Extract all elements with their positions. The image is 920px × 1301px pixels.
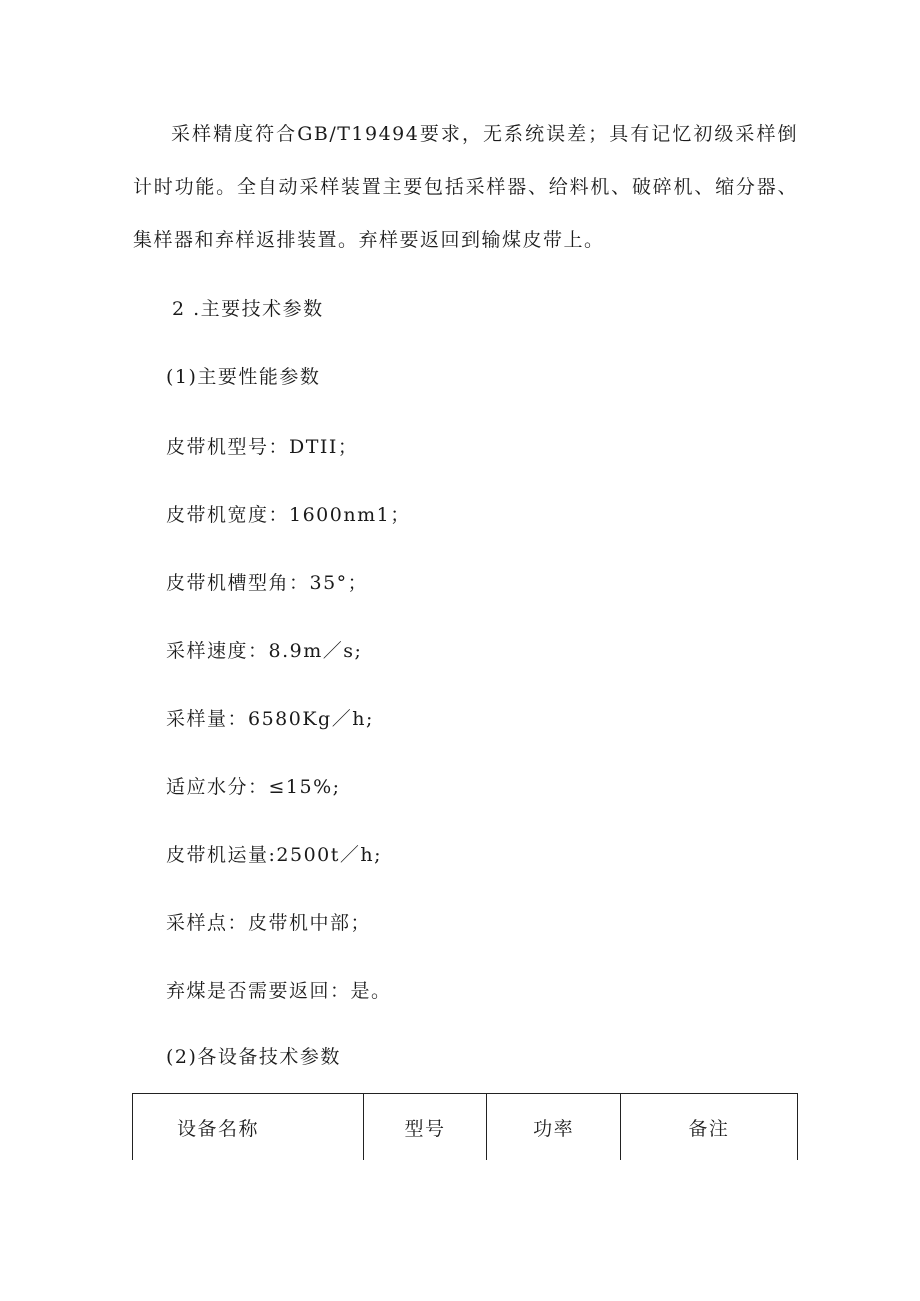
section-heading: 2 .主要技术参数	[172, 298, 324, 320]
column-header-model: 型号	[363, 1094, 487, 1161]
subsection-heading-equipment: (2)各设备技术参数	[166, 1046, 341, 1068]
parameter-sampling-speed: 采样速度：8.9m／s;	[166, 640, 363, 662]
parameter-belt-model: 皮带机型号：DTII；	[166, 436, 359, 458]
table-header-row	[133, 1094, 798, 1161]
column-header-equipment-name: 设备名称	[133, 1094, 364, 1161]
column-header-remarks: 备注	[620, 1094, 797, 1161]
parameter-moisture: 适应水分：≤15%;	[166, 776, 341, 798]
parameter-trough-angle: 皮带机槽型角：35°；	[166, 572, 369, 594]
intro-paragraph: 采样精度符合GB/T19494要求，无系统误差；具有记忆初级采样倒计时功能。全自动采样装置主要包括采样器、给料机、破碎机、缩分器、集样器和弃样返排装置。弃样要返回到输煤皮带上。	[133, 123, 798, 251]
subsection-heading-performance: (1)主要性能参数	[166, 366, 321, 388]
parameter-sampling-point: 采样点：皮带机中部；	[166, 912, 372, 934]
parameter-belt-width: 皮带机宽度：1600nm1；	[166, 504, 411, 526]
column-header-power: 功率	[487, 1094, 620, 1161]
equipment-table	[132, 1093, 798, 1160]
parameter-sampling-amount: 采样量：6580Kg／h;	[166, 708, 374, 730]
parameter-belt-capacity: 皮带机运量:2500t／h;	[166, 844, 383, 866]
parameter-reject-return: 弃煤是否需要返回：是。	[166, 980, 392, 1002]
